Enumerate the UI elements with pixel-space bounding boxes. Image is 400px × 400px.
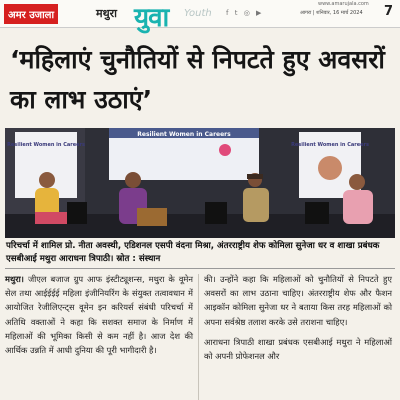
article-headline: ‘महिलाएं चुनौतियों से निपटते हुए अवसरों का लाभ उठाएं’ <box>10 45 385 114</box>
city-label: मथुरा <box>96 7 117 20</box>
article-left-text: जीएल बजाज ग्रुप आफ इंस्टीट्यूशन्स, मथुरा के वूमेन सेल तथा आईईईई महिला इंजीनियरिंग के संयुक्त तत्वावधान में आयोजित रेजीलिएन्ट्स वूमेन इन करियर्स संबंधी परिचर्चा में अतिथि वक्ताओं ने कहा कि सशक्त समाज के निर्माण में महिलाओं की भूमिका किसी से कम नहीं है। आज देश की आर्थिक उन्नति में आधी दुनिया की पूरी भागीदारी है। <box>5 274 193 356</box>
social-icons <box>226 9 263 17</box>
article-right-paragraph-2: आराधना त्रिपाठी शाखा प्रबंधक एसबीआई मथुरा ने महिलाओं को अपनी प्रोफेशनल और <box>204 336 392 362</box>
youtube-icon: ▶ <box>256 9 264 17</box>
photo-caption: परिचर्चा में शामिल प्रो. नीता अवस्थी, एडिशनल एसपी वंदना मिश्रा, अंतरराष्ट्रीय शेफ कोमिला सुनेजा धर व शाखा प्रबंधक एसबीआई मथुरा आराधना त्रिपाठी। स्रोत : संस्थान <box>6 241 380 264</box>
instagram-icon: ◎ <box>243 9 252 17</box>
article-column-left <box>5 272 193 357</box>
column-divider <box>198 274 199 400</box>
masthead <box>0 0 400 33</box>
newspaper-logo: अमर उजाला <box>4 4 58 24</box>
standee-right-text: Resilient Women in Careers <box>291 142 369 148</box>
supplement-title: युवा <box>134 3 169 33</box>
twitter-icon: t <box>234 9 240 17</box>
paragraph-gap <box>204 329 392 335</box>
facebook-icon: f <box>226 9 231 17</box>
website-url: www.amarujala.com <box>318 1 369 7</box>
event-photo-illustration <box>5 128 395 238</box>
caption-divider <box>5 268 395 269</box>
event-photo <box>5 128 395 238</box>
standee-left-text: Resilient Women in Careers <box>7 142 85 148</box>
banner-text: Resilient Women in Careers <box>137 131 231 138</box>
article-dateline: मथुरा। <box>5 274 24 284</box>
article-column-right <box>204 272 392 363</box>
supplement-subtitle: Youth <box>184 8 212 19</box>
article-right-paragraph-1: की। उन्होंने कहा कि महिलाओं को चुनौतियों से निपटते हुए अवसरों का लाभ उठाना चाहिए। अंतरराष्ट्रीय शेफ और फैशन आइकॉन कोमिला सुनेजा धर ने बताया किस तरह महिलाओं को अपना सर्वश्रेष्ठ तलाश करके उसे तराशना चाहिए। <box>204 274 392 327</box>
issue-date: आगरा | शनिवार, 16 मार्च 2024 <box>300 10 363 16</box>
page-number: 7 <box>384 4 394 19</box>
